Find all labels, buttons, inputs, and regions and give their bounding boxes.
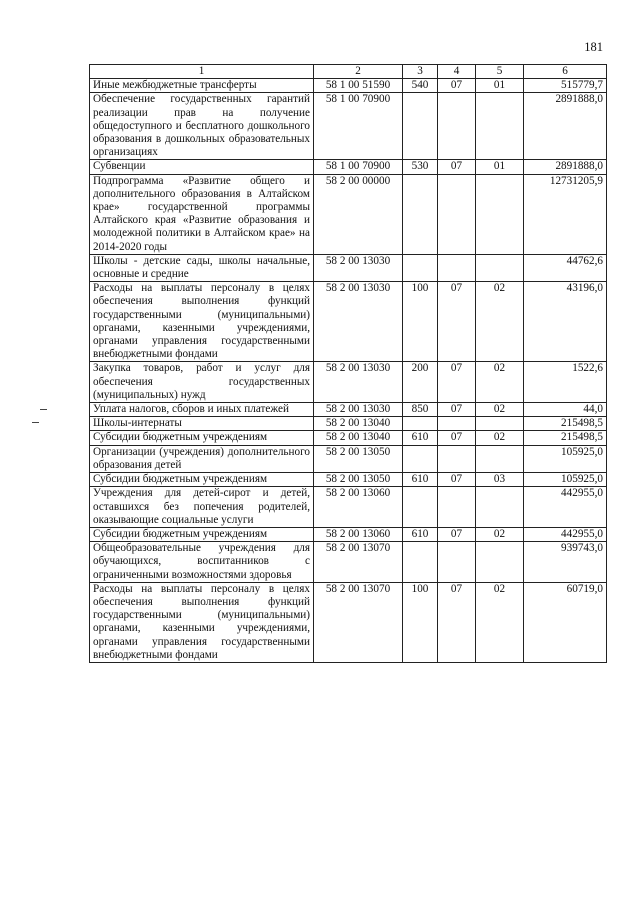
expense-type-cell [403, 417, 438, 431]
row-name-cell: Субвенции [90, 160, 314, 174]
section-cell [438, 445, 476, 472]
subsection-cell: 02 [476, 403, 524, 417]
budget-code-cell: 58 2 00 13070 [314, 542, 403, 583]
section-cell [438, 254, 476, 281]
budget-table [89, 64, 607, 663]
amount-cell: 215498,5 [524, 417, 607, 431]
column-header: 2 [314, 65, 403, 79]
table-row [90, 445, 607, 472]
budget-code-cell: 58 1 00 70900 [314, 160, 403, 174]
section-cell: 07 [438, 282, 476, 362]
subsection-cell [476, 487, 524, 528]
budget-code-cell: 58 2 00 13030 [314, 254, 403, 281]
subsection-cell: 02 [476, 431, 524, 445]
expense-type-cell: 610 [403, 431, 438, 445]
budget-code-cell: 58 2 00 00000 [314, 174, 403, 254]
budget-code-cell: 58 2 00 13040 [314, 431, 403, 445]
section-cell: 07 [438, 362, 476, 403]
subsection-cell: 02 [476, 582, 524, 662]
amount-cell: 215498,5 [524, 431, 607, 445]
expense-type-cell [403, 254, 438, 281]
section-cell: 07 [438, 582, 476, 662]
amount-cell: 515779,7 [524, 79, 607, 93]
amount-cell: 44,0 [524, 403, 607, 417]
expense-type-cell: 530 [403, 160, 438, 174]
row-name-cell: Учреждения для детей-сирот и детей, оставшихся без попечения родителей, оказывающие социальные услуги [90, 487, 314, 528]
row-name-cell: Субсидии бюджетным учреждениям [90, 527, 314, 541]
subsection-cell: 01 [476, 79, 524, 93]
amount-cell: 105925,0 [524, 473, 607, 487]
expense-type-cell: 100 [403, 282, 438, 362]
section-cell [438, 417, 476, 431]
amount-cell: 1522,6 [524, 362, 607, 403]
subsection-cell [476, 174, 524, 254]
expense-type-cell: 540 [403, 79, 438, 93]
table-row [90, 93, 607, 160]
margin-mark [40, 409, 47, 410]
row-name-cell: Школы - детские сады, школы начальные, основные и средние [90, 254, 314, 281]
subsection-cell: 02 [476, 527, 524, 541]
section-cell [438, 487, 476, 528]
row-name-cell: Расходы на выплаты персоналу в целях обеспечения выполнения функций государственными (муниципальными) органами, казенными учреждениями, органами управления государственными внебюджетными фондами [90, 282, 314, 362]
budget-code-cell: 58 1 00 51590 [314, 79, 403, 93]
table-row [90, 403, 607, 417]
row-name-cell: Школы-интернаты [90, 417, 314, 431]
subsection-cell [476, 254, 524, 281]
expense-type-cell: 610 [403, 473, 438, 487]
row-name-cell: Субсидии бюджетным учреждениям [90, 431, 314, 445]
section-cell: 07 [438, 527, 476, 541]
column-header: 6 [524, 65, 607, 79]
amount-cell: 43196,0 [524, 282, 607, 362]
amount-cell: 2891888,0 [524, 93, 607, 160]
column-header: 4 [438, 65, 476, 79]
budget-code-cell: 58 2 00 13060 [314, 487, 403, 528]
amount-cell: 939743,0 [524, 542, 607, 583]
column-header: 5 [476, 65, 524, 79]
expense-type-cell: 100 [403, 582, 438, 662]
row-name-cell: Подпрограмма «Развитие общего и дополнительного образования в Алтайском крае» государственной программы Алтайского края «Развитие образования и молодежной политики в Алтайском крае» на 2014-2020 годы [90, 174, 314, 254]
section-cell: 07 [438, 431, 476, 445]
section-cell [438, 93, 476, 160]
expense-type-cell [403, 487, 438, 528]
section-cell [438, 174, 476, 254]
budget-code-cell: 58 2 00 13050 [314, 445, 403, 472]
table-row [90, 362, 607, 403]
row-name-cell: Расходы на выплаты персоналу в целях обеспечения выполнения функций государственными (муниципальными) органами, казенными учреждениями, органами управления государственными внебюджетными фондами [90, 582, 314, 662]
subsection-cell [476, 93, 524, 160]
expense-type-cell: 850 [403, 403, 438, 417]
table-row [90, 487, 607, 528]
table-row [90, 417, 607, 431]
expense-type-cell: 610 [403, 527, 438, 541]
section-cell: 07 [438, 403, 476, 417]
expense-type-cell [403, 174, 438, 254]
table-row [90, 282, 607, 362]
row-name-cell: Закупка товаров, работ и услуг для обеспечения государственных (муниципальных) нужд [90, 362, 314, 403]
page-number: 181 [584, 40, 603, 54]
section-cell: 07 [438, 160, 476, 174]
subsection-cell: 01 [476, 160, 524, 174]
table-row [90, 254, 607, 281]
expense-type-cell [403, 445, 438, 472]
subsection-cell: 03 [476, 473, 524, 487]
row-name-cell: Общеобразовательные учреждения для обучающихся, воспитанников с ограниченными возможностями здоровья [90, 542, 314, 583]
budget-code-cell: 58 1 00 70900 [314, 93, 403, 160]
row-name-cell: Обеспечение государственных гарантий реализации прав на получение общедоступного и бесплатного дошкольного образования в дошкольных образовательных организациях [90, 93, 314, 160]
budget-code-cell: 58 2 00 13030 [314, 282, 403, 362]
budget-code-cell: 58 2 00 13040 [314, 417, 403, 431]
column-header: 1 [90, 65, 314, 79]
margin-mark [32, 422, 39, 423]
header-row [90, 65, 607, 79]
subsection-cell [476, 445, 524, 472]
table-row [90, 431, 607, 445]
subsection-cell [476, 542, 524, 583]
amount-cell: 442955,0 [524, 487, 607, 528]
row-name-cell: Уплата налогов, сборов и иных платежей [90, 403, 314, 417]
expense-type-cell [403, 93, 438, 160]
table-row [90, 174, 607, 254]
expense-type-cell: 200 [403, 362, 438, 403]
section-cell: 07 [438, 473, 476, 487]
budget-code-cell: 58 2 00 13030 [314, 362, 403, 403]
section-cell: 07 [438, 79, 476, 93]
table-row [90, 79, 607, 93]
budget-code-cell: 58 2 00 13030 [314, 403, 403, 417]
budget-code-cell: 58 2 00 13060 [314, 527, 403, 541]
subsection-cell: 02 [476, 362, 524, 403]
table-row [90, 542, 607, 583]
budget-code-cell: 58 2 00 13050 [314, 473, 403, 487]
table-row [90, 527, 607, 541]
amount-cell: 44762,6 [524, 254, 607, 281]
row-name-cell: Организации (учреждения) дополнительного образования детей [90, 445, 314, 472]
table-body [90, 79, 607, 663]
row-name-cell: Иные межбюджетные трансферты [90, 79, 314, 93]
column-header: 3 [403, 65, 438, 79]
subsection-cell [476, 417, 524, 431]
amount-cell: 12731205,9 [524, 174, 607, 254]
amount-cell: 442955,0 [524, 527, 607, 541]
table-row [90, 582, 607, 662]
subsection-cell: 02 [476, 282, 524, 362]
budget-code-cell: 58 2 00 13070 [314, 582, 403, 662]
row-name-cell: Субсидии бюджетным учреждениям [90, 473, 314, 487]
expense-type-cell [403, 542, 438, 583]
section-cell [438, 542, 476, 583]
amount-cell: 105925,0 [524, 445, 607, 472]
amount-cell: 2891888,0 [524, 160, 607, 174]
amount-cell: 60719,0 [524, 582, 607, 662]
table-row [90, 160, 607, 174]
table-row [90, 473, 607, 487]
